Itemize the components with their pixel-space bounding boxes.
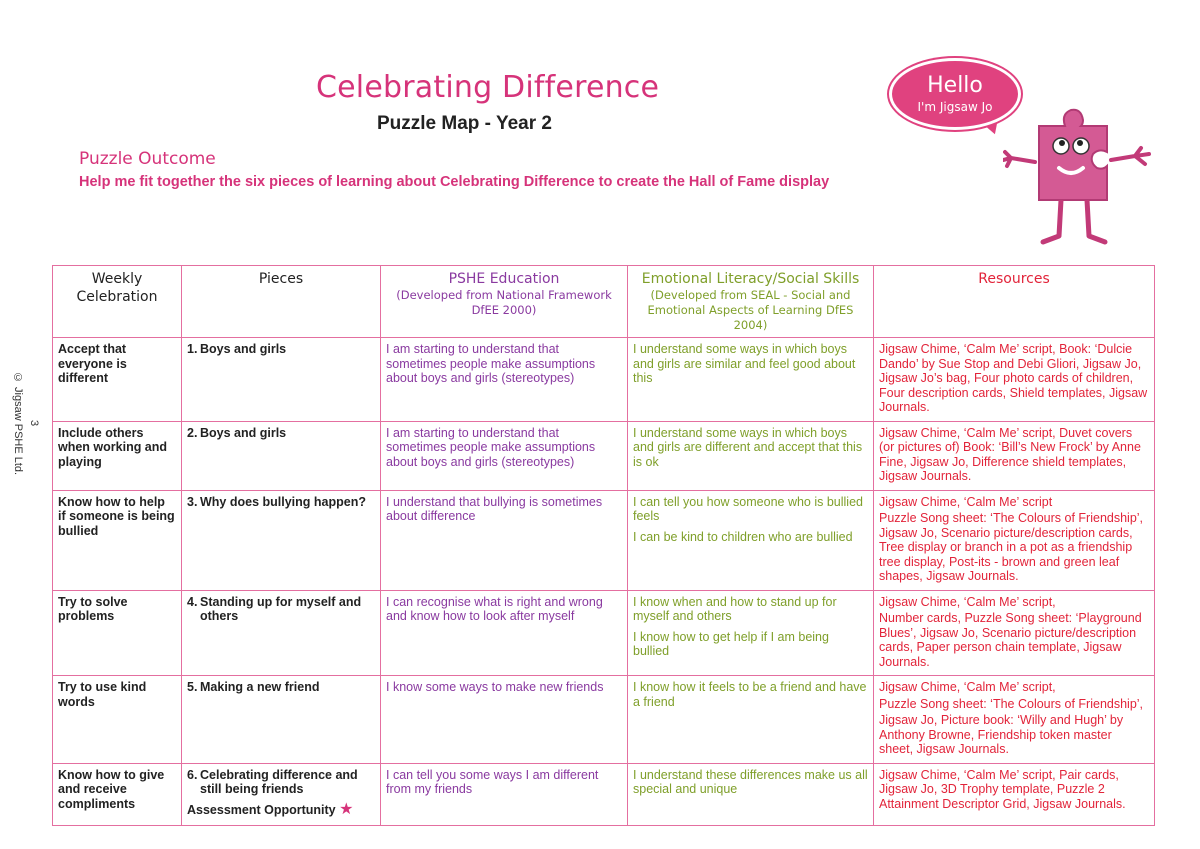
weekly-cell: Try to solve problems bbox=[53, 590, 182, 676]
table-row bbox=[53, 421, 1155, 490]
bubble-hello: Hello bbox=[927, 73, 983, 98]
resources-cell bbox=[874, 676, 1155, 764]
piece-cell bbox=[182, 763, 381, 825]
resources-line: Number cards, Puzzle Song sheet: ‘Playground Blues’, Jigsaw Jo, Scenario picture/description cards, Paper person chain template, Jigsaw Journals. bbox=[879, 611, 1142, 669]
el-cell bbox=[628, 421, 874, 490]
piece-cell bbox=[182, 338, 381, 422]
resources-line: Jigsaw Chime, ‘Calm Me’ script, Duvet covers (or pictures of) Book: ‘Bill’s New Frock’ by Anne Fine, Jigsaw Jo, Difference shield templates, Jigsaw Journals. bbox=[879, 425, 1141, 483]
piece-title: Standing up for myself and bbox=[200, 594, 362, 609]
weekly-cell: Include others when working and playing bbox=[53, 421, 182, 490]
weekly-cell: Accept that everyone is different bbox=[53, 338, 182, 422]
piece-title: Boys and girls bbox=[200, 342, 287, 356]
piece-title: Boys and girls bbox=[200, 425, 287, 440]
header-el-sub: (Developed from SEAL - Social and Emotional Aspects of Learning DfES 2004) bbox=[647, 288, 854, 332]
el-cell bbox=[628, 676, 874, 764]
piece-number: 2. bbox=[187, 425, 198, 440]
el-line: I understand some ways in which boys and girls are similar and feel good about this bbox=[633, 342, 856, 385]
el-cell bbox=[628, 490, 874, 590]
pshe-cell: I understand that bullying is sometimes about difference bbox=[381, 490, 628, 590]
resources-cell bbox=[874, 421, 1155, 490]
copyright-text: © Jigsaw PSHE Ltd. bbox=[12, 372, 24, 476]
el-line: I can tell you how someone who is bullied feels bbox=[633, 494, 863, 523]
el-line: I understand some ways in which boys and girls are different and accept that this is ok bbox=[633, 425, 863, 469]
piece-number: 5. bbox=[187, 680, 198, 694]
page-subtitle: Puzzle Map - Year 2 bbox=[377, 113, 552, 134]
table-row bbox=[53, 490, 1155, 590]
table-row bbox=[53, 763, 1155, 825]
header-pshe-title: PSHE Education bbox=[448, 271, 560, 287]
table-row bbox=[53, 676, 1155, 764]
header-weekly-celebration bbox=[53, 266, 182, 338]
weekly-cell: Know how to help if someone is being bullied bbox=[53, 490, 182, 590]
header-pshe bbox=[381, 266, 628, 338]
header-resources: Resources bbox=[874, 266, 1155, 338]
table-header-row bbox=[53, 266, 1155, 338]
piece-cell bbox=[182, 590, 381, 676]
resources-line: Jigsaw Chime, ‘Calm Me’ script, Book: ‘Dulcie Dando’ by Sue Stop and Debi Gliori, Jigsaw Jo, Jigsaw Jo’s bag, Four photo cards of children, Four description cards, Shield templates, Jigsaw Journals. bbox=[879, 342, 1148, 414]
assessment-opportunity bbox=[187, 800, 375, 818]
piece-title-continued: still being friends bbox=[200, 782, 304, 796]
header-el-title: Emotional Literacy/Social Skills bbox=[641, 271, 860, 287]
piece-title-continued: others bbox=[200, 609, 239, 623]
piece-cell bbox=[182, 421, 381, 490]
speech-bubble bbox=[889, 58, 1021, 130]
outcome-text: Help me fit together the six pieces of learning about Celebrating Difference to create the Hall of Fame display bbox=[79, 174, 830, 190]
el-line: I can be kind to children who are bullied bbox=[633, 529, 853, 544]
piece-cell bbox=[182, 490, 381, 590]
piece-title: Why does bullying happen? bbox=[200, 494, 366, 509]
header-pieces: Pieces bbox=[182, 266, 381, 338]
pshe-cell: I know some ways to make new friends bbox=[381, 676, 628, 764]
star-icon: ★ bbox=[339, 800, 354, 818]
piece-title: Making a new friend bbox=[200, 680, 320, 694]
header-pshe-sub: (Developed from National Framework DfEE 2000) bbox=[396, 288, 612, 317]
resources-cell bbox=[874, 763, 1155, 825]
jigsaw-jo-mascot-icon bbox=[1003, 100, 1153, 250]
piece-number: 3. bbox=[187, 494, 198, 509]
page-number: 3 bbox=[28, 420, 40, 427]
weekly-cell: Try to use kind words bbox=[53, 676, 182, 764]
el-line: I understand these differences make us all special and unique bbox=[633, 767, 868, 796]
resources-line: Puzzle Song sheet: ‘The Colours of Friendship’, Jigsaw Jo, Scenario picture/description cards, Tree display or branch in a pot as a friendship tree display, Post-its - brown and green leaf shapes, Jigsaw Journals. bbox=[879, 511, 1144, 583]
el-cell bbox=[628, 763, 874, 825]
piece-number: 4. bbox=[187, 594, 198, 609]
resources-line: Jigsaw Chime, ‘Calm Me’ script, Pair cards, Jigsaw Jo, 3D Trophy template, Puzzle 2 Attainment Descriptor Grid, Jigsaw Journals. bbox=[879, 767, 1126, 811]
piece-cell bbox=[182, 676, 381, 764]
pshe-cell: I can tell you some ways I am different from my friends bbox=[381, 763, 628, 825]
pshe-cell: I can recognise what is right and wrong and know how to look after myself bbox=[381, 590, 628, 676]
el-line: I know when and how to stand up for myself and others bbox=[633, 594, 837, 623]
resources-line: Jigsaw Chime, ‘Calm Me’ script bbox=[879, 494, 1053, 509]
pshe-cell: I am starting to understand that sometimes people make assumptions about boys and girls (stereotypes) bbox=[381, 338, 628, 422]
el-cell bbox=[628, 590, 874, 676]
resources-cell bbox=[874, 490, 1155, 590]
resources-line: Jigsaw Chime, ‘Calm Me’ script, bbox=[879, 594, 1056, 609]
page-title: Celebrating Difference bbox=[316, 70, 660, 105]
resources-line: Jigsaw Chime, ‘Calm Me’ script, bbox=[879, 680, 1056, 694]
table-row bbox=[53, 590, 1155, 676]
bubble-iam: I'm Jigsaw Jo bbox=[917, 100, 993, 114]
piece-title: Celebrating difference and bbox=[200, 767, 358, 782]
piece-number: 6. bbox=[187, 767, 198, 782]
resources-cell bbox=[874, 590, 1155, 676]
resources-cell bbox=[874, 338, 1155, 422]
assessment-label: Assessment Opportunity bbox=[187, 802, 336, 817]
header-weekly-line1: Weekly bbox=[91, 271, 143, 287]
resources-line: Jigsaw Jo, Picture book: ‘Willy and Hugh’ by Anthony Browne, Friendship token master sheet, Jigsaw Journals. bbox=[879, 713, 1124, 756]
pshe-cell: I am starting to understand that sometimes people make assumptions about boys and girls (stereotypes) bbox=[381, 421, 628, 490]
el-line: I know how to get help if I am being bullied bbox=[633, 629, 829, 658]
el-cell bbox=[628, 338, 874, 422]
table-row bbox=[53, 338, 1155, 422]
puzzle-map-table bbox=[52, 265, 1155, 826]
outcome-heading: Puzzle Outcome bbox=[79, 149, 216, 169]
piece-number: 1. bbox=[187, 342, 198, 356]
header-emotional-literacy bbox=[628, 266, 874, 338]
header-weekly-line2: Celebration bbox=[76, 289, 158, 305]
resources-line: Puzzle Song sheet: ‘The Colours of Friendship’, bbox=[879, 696, 1144, 711]
weekly-cell: Know how to give and receive compliments bbox=[53, 763, 182, 825]
el-line: I know how it feels to be a friend and have a friend bbox=[633, 680, 867, 709]
